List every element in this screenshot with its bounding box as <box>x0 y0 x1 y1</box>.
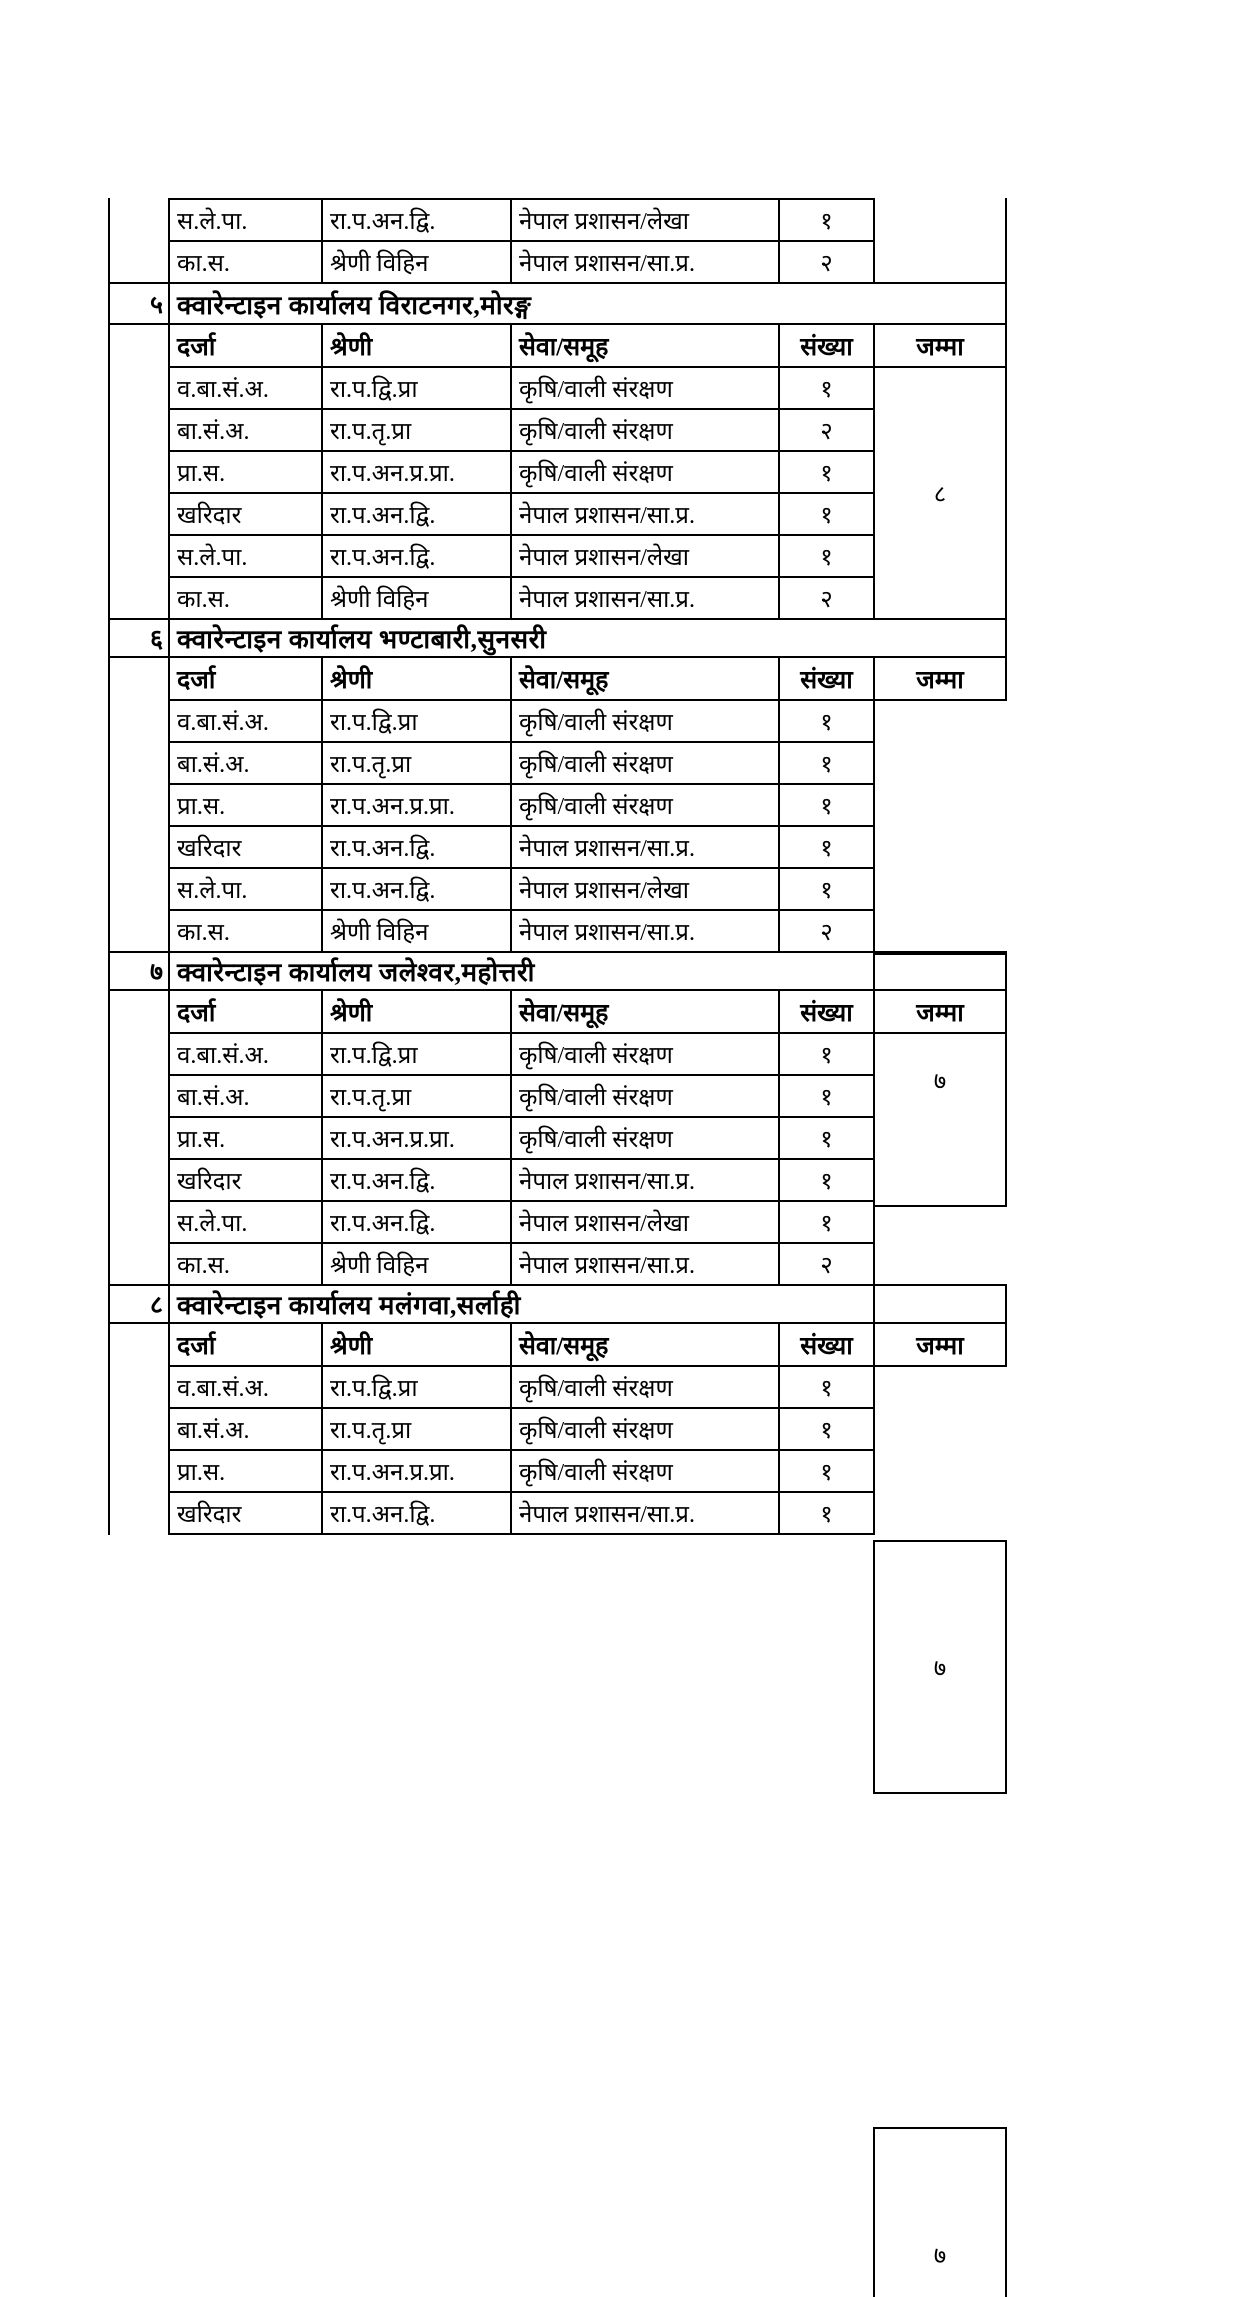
cell-grade-text: श्रेणी विहिन <box>330 586 429 613</box>
cell-grade-text: रा.प.अन.द्वि. <box>330 1210 436 1237</box>
column-header-grade-text: श्रेणी <box>330 999 373 1027</box>
cell-rank <box>168 576 323 620</box>
cell-count <box>778 1116 875 1160</box>
cell-count-text: १ <box>820 1417 833 1444</box>
cell-rank-text: खरिदार <box>177 835 242 862</box>
row-number-spacer <box>108 656 170 953</box>
cell-rank <box>168 1365 323 1409</box>
cell-rank <box>168 1074 323 1118</box>
section-title-text: क्वारेन्टाइन कार्यालय जलेश्वर,महोत्तरी <box>177 958 535 987</box>
cell-count-text: १ <box>820 1501 833 1528</box>
section-title-total-spacer <box>873 1284 1007 1324</box>
column-header-rank-text: दर्जा <box>177 333 216 361</box>
column-header-total <box>873 989 1007 1034</box>
cell-grade-text: रा.प.द्वि.प्रा <box>330 1375 418 1402</box>
column-header-grade <box>321 1322 512 1367</box>
cell-count <box>778 408 875 452</box>
section-title-text: क्वारेन्टाइन कार्यालय विराटनगर,मोरङ्ग <box>177 290 532 320</box>
cell-service-group-text: नेपाल प्रशासन/लेखा <box>519 544 689 571</box>
section-total-value: ८ <box>933 481 947 508</box>
cell-rank <box>168 450 323 494</box>
cell-service-group-text: नेपाल प्रशासन/लेखा <box>519 1210 689 1237</box>
cell-service-group <box>510 450 780 494</box>
cell-rank <box>168 240 323 284</box>
cell-rank <box>168 1200 323 1244</box>
cell-grade-text: श्रेणी विहिन <box>330 1252 429 1279</box>
column-header-rank <box>168 323 323 368</box>
cell-service-group <box>510 1491 780 1535</box>
cell-grade-text: रा.प.अन.प्र.प्रा. <box>330 1126 455 1153</box>
cell-service-group <box>510 1365 780 1409</box>
cell-rank <box>168 1158 323 1202</box>
cell-rank <box>168 1407 323 1451</box>
cell-count <box>778 366 875 410</box>
cell-grade <box>321 1407 512 1451</box>
column-header-total <box>873 1322 1007 1367</box>
column-header-grade <box>321 323 512 368</box>
cell-rank <box>168 909 323 953</box>
cell-service-group <box>510 1449 780 1493</box>
cell-rank <box>168 741 323 785</box>
column-header-rank <box>168 1322 323 1367</box>
cell-rank-text: का.स. <box>177 586 230 613</box>
cell-grade-text: रा.प.तृ.प्रा <box>330 1417 412 1444</box>
cell-service-group <box>510 1158 780 1202</box>
cell-grade <box>321 408 512 452</box>
cell-rank-text: व.बा.सं.अ. <box>177 1375 269 1402</box>
cell-grade <box>321 699 512 743</box>
cell-service-group <box>510 1200 780 1244</box>
cell-service-group <box>510 699 780 743</box>
cell-service-group-text: कृषि/वाली संरक्षण <box>519 1459 673 1486</box>
column-header-service-group-text: सेवा/समूह <box>519 999 609 1027</box>
cell-service-group-text: नेपाल प्रशासन/सा.प्र. <box>519 1168 695 1195</box>
cell-service-group-text: कृषि/वाली संरक्षण <box>519 1375 673 1402</box>
cell-service-group-text: नेपाल प्रशासन/सा.प्र. <box>519 919 695 946</box>
column-header-grade-text: श्रेणी <box>330 1332 373 1360</box>
column-header-total-text: जम्मा <box>916 1332 964 1360</box>
cell-service-group-text: कृषि/वाली संरक्षण <box>519 418 673 445</box>
cell-service-group-text: कृषि/वाली संरक्षण <box>519 1126 673 1153</box>
cell-count-text: १ <box>820 1210 833 1237</box>
column-header-grade-text: श्रेणी <box>330 333 373 361</box>
cell-rank <box>168 1242 323 1286</box>
column-header-rank-text: दर्जा <box>177 999 216 1027</box>
cell-grade-text: रा.प.अन.द्वि. <box>330 835 436 862</box>
cell-grade <box>321 534 512 578</box>
cell-grade-text: रा.प.अन.प्र.प्रा. <box>330 460 455 487</box>
cell-service-group-text: नेपाल प्रशासन/सा.प्र. <box>519 835 695 862</box>
cell-rank-text: का.स. <box>177 1252 230 1279</box>
section-total-value: ७ <box>933 1655 947 1682</box>
cell-service-group-text: कृषि/वाली संरक्षण <box>519 1417 673 1444</box>
cell-rank-text: व.बा.सं.अ. <box>177 376 269 403</box>
cell-count <box>778 1242 875 1286</box>
cell-rank-text: बा.सं.अ. <box>177 751 250 778</box>
cell-service-group-text: नेपाल प्रशासन/सा.प्र. <box>519 1252 695 1279</box>
cell-service-group <box>510 366 780 410</box>
cell-grade <box>321 1491 512 1535</box>
column-header-total <box>873 656 1007 701</box>
cell-service-group <box>510 741 780 785</box>
cell-count <box>778 450 875 494</box>
cell-service-group-text: कृषि/वाली संरक्षण <box>519 376 673 403</box>
cell-grade-text: रा.प.अन.प्र.प्रा. <box>330 793 455 820</box>
cell-grade-text: श्रेणी विहिन <box>330 919 429 946</box>
column-header-service-group <box>510 989 780 1034</box>
column-header-rank-text: दर्जा <box>177 1332 216 1360</box>
cell-count <box>778 741 875 785</box>
cell-grade <box>321 240 512 284</box>
cell-rank <box>168 867 323 911</box>
column-header-count <box>778 1322 875 1367</box>
row-number-spacer <box>108 198 170 284</box>
cell-rank-text: खरिदार <box>177 1501 242 1528</box>
cell-count <box>778 867 875 911</box>
cell-service-group-text: नेपाल प्रशासन/सा.प्र. <box>519 1501 695 1528</box>
cell-grade <box>321 783 512 827</box>
cell-grade <box>321 909 512 953</box>
section-total-continued-cell <box>873 198 1007 284</box>
cell-rank-text: प्रा.स. <box>177 1126 226 1153</box>
cell-count-text: २ <box>820 1252 833 1279</box>
column-header-count-text: संख्या <box>800 333 853 361</box>
cell-service-group-text: नेपाल प्रशासन/सा.प्र. <box>519 502 695 529</box>
cell-service-group <box>510 825 780 869</box>
column-header-count-text: संख्या <box>800 666 853 694</box>
cell-grade-text: रा.प.तृ.प्रा <box>330 1084 412 1111</box>
cell-grade-text: रा.प.अन.द्वि. <box>330 544 436 571</box>
cell-count-text: १ <box>820 1084 833 1111</box>
column-header-grade-text: श्रेणी <box>330 666 373 694</box>
cell-service-group <box>510 240 780 284</box>
cell-rank <box>168 492 323 536</box>
cell-count <box>778 240 875 284</box>
cell-rank-text: प्रा.स. <box>177 793 226 820</box>
cell-service-group <box>510 783 780 827</box>
cell-rank <box>168 699 323 743</box>
cell-count <box>778 699 875 743</box>
cell-grade <box>321 1158 512 1202</box>
cell-service-group <box>510 492 780 536</box>
section-title-text: क्वारेन्टाइन कार्यालय भण्टाबारी,सुनसरी <box>177 625 547 654</box>
cell-rank <box>168 1449 323 1493</box>
cell-rank <box>168 534 323 578</box>
cell-rank-text: खरिदार <box>177 502 242 529</box>
cell-rank-text: व.बा.सं.अ. <box>177 1042 269 1069</box>
cell-grade-text: रा.प.तृ.प्रा <box>330 751 412 778</box>
cell-count-text: १ <box>820 1168 833 1195</box>
cell-grade <box>321 1074 512 1118</box>
cell-count <box>778 1074 875 1118</box>
column-header-service-group-text: सेवा/समूह <box>519 333 609 361</box>
cell-rank <box>168 1116 323 1160</box>
cell-service-group-text: नेपाल प्रशासन/लेखा <box>519 208 689 235</box>
cell-count <box>778 1032 875 1076</box>
cell-rank <box>168 366 323 410</box>
cell-count-text: १ <box>820 751 833 778</box>
cell-rank-text: प्रा.स. <box>177 460 226 487</box>
section-total-cell <box>873 2127 1007 2297</box>
cell-count-text: १ <box>820 1375 833 1402</box>
cell-rank-text: बा.सं.अ. <box>177 1084 250 1111</box>
section-title <box>168 282 1007 325</box>
section-number <box>108 618 170 658</box>
section-title <box>168 618 1007 658</box>
cell-count <box>778 198 875 242</box>
cell-service-group <box>510 576 780 620</box>
cell-grade-text: रा.प.द्वि.प्रा <box>330 1042 418 1069</box>
cell-rank-text: स.ले.पा. <box>177 544 248 571</box>
cell-grade <box>321 492 512 536</box>
cell-count-text: १ <box>820 877 833 904</box>
column-header-rank <box>168 656 323 701</box>
column-header-grade <box>321 656 512 701</box>
section-number-text: ५ <box>149 291 163 319</box>
cell-count <box>778 909 875 953</box>
section-total-cell <box>873 366 1007 620</box>
cell-service-group-text: कृषि/वाली संरक्षण <box>519 1084 673 1111</box>
cell-count <box>778 1491 875 1535</box>
cell-rank <box>168 783 323 827</box>
cell-rank-text: स.ले.पा. <box>177 877 248 904</box>
cell-grade <box>321 1365 512 1409</box>
cell-count-text: १ <box>820 1126 833 1153</box>
cell-grade <box>321 576 512 620</box>
cell-count <box>778 783 875 827</box>
column-header-service-group <box>510 323 780 368</box>
cell-service-group <box>510 1116 780 1160</box>
cell-service-group <box>510 1242 780 1286</box>
row-number-spacer <box>108 323 170 620</box>
cell-grade <box>321 825 512 869</box>
cell-grade-text: रा.प.द्वि.प्रा <box>330 709 418 736</box>
cell-grade <box>321 1032 512 1076</box>
section-title <box>168 1284 875 1324</box>
section-title-total-spacer <box>873 951 1007 991</box>
section-title <box>168 951 875 991</box>
column-header-rank <box>168 989 323 1034</box>
cell-grade-text: रा.प.अन.द्वि. <box>330 1168 436 1195</box>
cell-grade-text: श्रेणी विहिन <box>330 250 429 277</box>
cell-rank-text: खरिदार <box>177 1168 242 1195</box>
cell-rank <box>168 1032 323 1076</box>
cell-service-group-text: नेपाल प्रशासन/लेखा <box>519 877 689 904</box>
cell-count <box>778 492 875 536</box>
cell-grade-text: रा.प.अन.द्वि. <box>330 208 436 235</box>
column-header-total-text: जम्मा <box>916 333 964 361</box>
cell-grade-text: रा.प.अन.प्र.प्रा. <box>330 1459 455 1486</box>
cell-rank-text: का.स. <box>177 919 230 946</box>
section-title-text: क्वारेन्टाइन कार्यालय मलंगवा,सर्लाही <box>177 1291 521 1320</box>
cell-grade <box>321 1116 512 1160</box>
cell-rank <box>168 408 323 452</box>
cell-service-group <box>510 1407 780 1451</box>
cell-count-text: १ <box>820 208 833 235</box>
cell-rank-text: का.स. <box>177 250 230 277</box>
cell-service-group-text: कृषि/वाली संरक्षण <box>519 1042 673 1069</box>
cell-rank <box>168 198 323 242</box>
cell-rank-text: स.ले.पा. <box>177 1210 248 1237</box>
section-total-value: ७ <box>933 1068 947 1095</box>
cell-service-group-text: कृषि/वाली संरक्षण <box>519 709 673 736</box>
section-number-text: ८ <box>149 1292 163 1319</box>
section-number <box>108 282 170 325</box>
cell-service-group <box>510 198 780 242</box>
cell-count-text: १ <box>820 1042 833 1069</box>
cell-count-text: १ <box>820 544 833 571</box>
row-number-spacer <box>108 1322 170 1535</box>
cell-grade-text: रा.प.अन.द्वि. <box>330 877 436 904</box>
cell-count-text: २ <box>820 418 833 445</box>
cell-grade <box>321 1449 512 1493</box>
cell-count <box>778 1407 875 1451</box>
cell-service-group <box>510 1032 780 1076</box>
cell-service-group <box>510 534 780 578</box>
cell-count-text: १ <box>820 1459 833 1486</box>
section-number <box>108 1284 170 1324</box>
cell-count-text: २ <box>820 586 833 613</box>
cell-count <box>778 534 875 578</box>
cell-count <box>778 1365 875 1409</box>
section-number-text: ७ <box>149 959 163 986</box>
cell-grade-text: रा.प.द्वि.प्रा <box>330 376 418 403</box>
column-header-grade <box>321 989 512 1034</box>
cell-service-group-text: नेपाल प्रशासन/सा.प्र. <box>519 250 695 277</box>
cell-grade <box>321 1242 512 1286</box>
column-header-count <box>778 323 875 368</box>
cell-rank-text: बा.सं.अ. <box>177 1417 250 1444</box>
row-number-spacer <box>108 989 170 1286</box>
cell-grade-text: रा.प.अन.द्वि. <box>330 1501 436 1528</box>
cell-count <box>778 1158 875 1202</box>
cell-grade <box>321 1200 512 1244</box>
cell-count-text: १ <box>820 709 833 736</box>
cell-service-group <box>510 408 780 452</box>
cell-grade <box>321 450 512 494</box>
cell-service-group <box>510 867 780 911</box>
column-header-service-group-text: सेवा/समूह <box>519 666 609 694</box>
section-number-text: ६ <box>149 626 163 653</box>
cell-service-group <box>510 909 780 953</box>
cell-count <box>778 576 875 620</box>
cell-count-text: १ <box>820 460 833 487</box>
cell-service-group-text: कृषि/वाली संरक्षण <box>519 751 673 778</box>
section-total-value: ७ <box>933 2243 947 2270</box>
cell-rank <box>168 825 323 869</box>
cell-count-text: १ <box>820 793 833 820</box>
cell-rank-text: प्रा.स. <box>177 1459 226 1486</box>
cell-rank <box>168 1491 323 1535</box>
cell-count-text: १ <box>820 502 833 529</box>
column-header-service-group-text: सेवा/समूह <box>519 1332 609 1360</box>
cell-count-text: १ <box>820 835 833 862</box>
column-header-rank-text: दर्जा <box>177 666 216 694</box>
cell-service-group-text: कृषि/वाली संरक्षण <box>519 460 673 487</box>
column-header-service-group <box>510 1322 780 1367</box>
column-header-total-text: जम्मा <box>916 666 964 694</box>
cell-count <box>778 1200 875 1244</box>
cell-grade <box>321 198 512 242</box>
cell-grade <box>321 366 512 410</box>
cell-rank-text: व.बा.सं.अ. <box>177 709 269 736</box>
cell-grade <box>321 741 512 785</box>
column-header-count <box>778 989 875 1034</box>
cell-count <box>778 825 875 869</box>
cell-service-group <box>510 1074 780 1118</box>
cell-count <box>778 1449 875 1493</box>
section-number <box>108 951 170 991</box>
cell-count-text: २ <box>820 919 833 946</box>
cell-service-group-text: कृषि/वाली संरक्षण <box>519 793 673 820</box>
cell-count-text: २ <box>820 250 833 277</box>
cell-service-group-text: नेपाल प्रशासन/सा.प्र. <box>519 586 695 613</box>
cell-rank-text: स.ले.पा. <box>177 208 248 235</box>
column-header-count <box>778 656 875 701</box>
section-total-cell <box>873 1540 1007 1794</box>
cell-grade-text: रा.प.अन.द्वि. <box>330 502 436 529</box>
cell-rank-text: बा.सं.अ. <box>177 418 250 445</box>
cell-grade <box>321 867 512 911</box>
column-header-total-text: जम्मा <box>916 999 964 1027</box>
cell-grade-text: रा.प.तृ.प्रा <box>330 418 412 445</box>
column-header-service-group <box>510 656 780 701</box>
cell-count-text: १ <box>820 376 833 403</box>
column-header-count-text: संख्या <box>800 999 853 1027</box>
column-header-count-text: संख्या <box>800 1332 853 1360</box>
column-header-total <box>873 323 1007 368</box>
